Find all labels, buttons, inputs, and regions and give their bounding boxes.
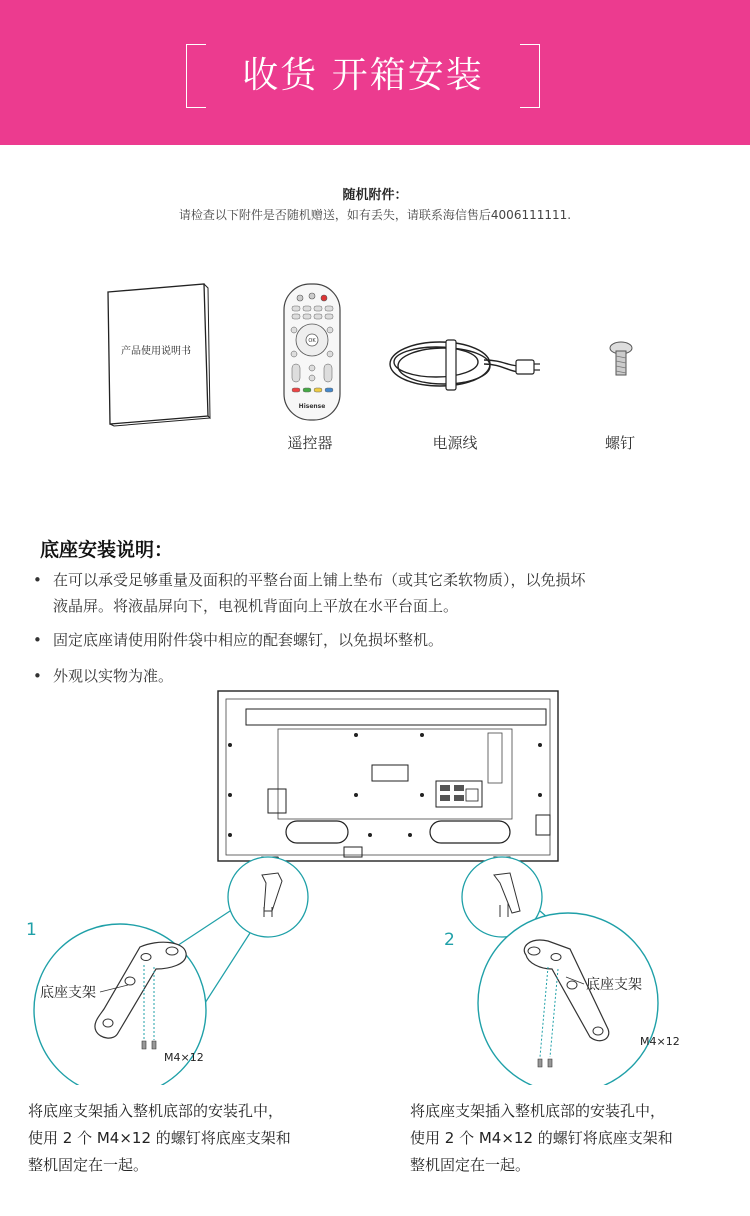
accessories-title: 随机附件： [342,188,408,203]
bullet-dot: • [33,667,42,685]
step-2-caption-line-1: 将底座支架插入整机底部的安装孔中， [410,1102,666,1120]
remote-brand: Hisense [298,403,326,410]
tv-rear-diagram [0,685,750,1085]
step-1-caption-line-2: 使用 2 个 M4×12 的螺钉将底座支架和 [28,1129,291,1147]
step-2-part-label: 底座支架 [586,977,642,993]
remote-illustration [276,282,348,424]
power-cable-illustration [384,326,544,406]
step-2-screw-spec: M4×12 [640,1035,680,1048]
bullet-1-line-1: 在可以承受足够重量及面积的平整台面上铺上垫布（或其它柔软物质），以免损坏 [53,571,586,589]
bullet-dot: • [33,631,42,649]
bullet-dot: • [33,571,42,589]
manual-illustration [104,282,214,427]
bullet-3-text: 外观以实物为准。 [53,667,174,685]
header-banner [0,0,750,145]
step-2-caption [410,1098,750,1179]
page-title: 收货 开箱安装 [242,55,484,96]
screw-label: 螺钉 [604,434,635,452]
step-1-caption-line-3: 整机固定在一起。 [28,1156,149,1174]
step-1-caption [28,1098,368,1179]
banner-frame [186,44,540,108]
svg-text:OK: OK [308,338,316,344]
manual-text: 产品使用说明书 [121,346,191,357]
power-cable-label: 电源线 [432,434,478,452]
bullet-2 [33,628,733,652]
step-1-screw-spec: M4×12 [164,1051,204,1064]
step-2-number: 2 [444,930,455,950]
bullet-1 [33,568,733,616]
step-2-caption-line-2: 使用 2 个 M4×12 的螺钉将底座支架和 [410,1129,673,1147]
step-2-caption-line-3: 整机固定在一起。 [410,1156,531,1174]
bullet-1-line-2: 液晶屏。将液晶屏向下，电视机背面向上平放在水平台面上。 [53,597,459,615]
step-1-number: 1 [26,920,37,940]
remote-label: 遥控器 [287,434,333,452]
bullet-2-text: 固定底座请使用附件袋中相应的配套螺钉，以免损坏整机。 [53,631,444,649]
step-1-part-label: 底座支架 [40,985,96,1001]
base-install-title: 底座安装说明： [40,539,174,561]
step-1-caption-line-1: 将底座支架插入整机底部的安装孔中， [28,1102,284,1120]
accessories-note: 请检查以下附件是否随机赠送，如有丢失，请联系海信售后4006111111. [178,208,572,222]
screw-illustration [606,340,636,380]
